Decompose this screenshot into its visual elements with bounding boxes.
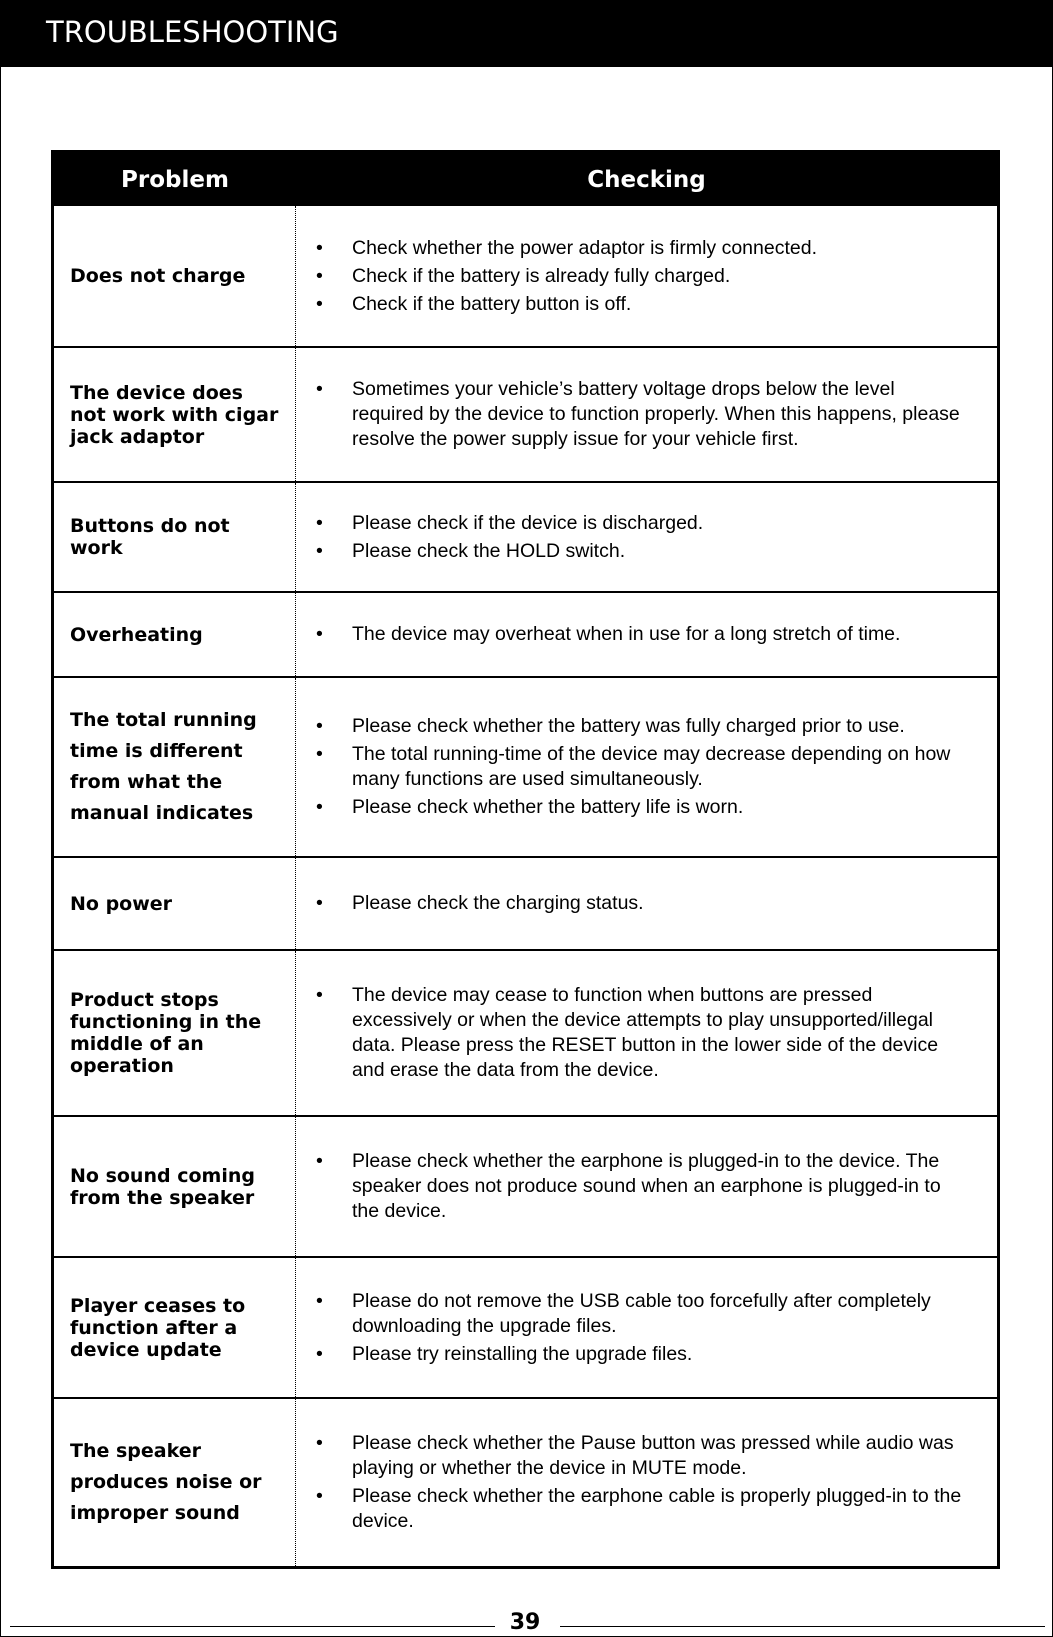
- check-item: • Please check whether the Pause button was pressed while audio was playing or whether the device in MUTE mode.: [314, 1431, 967, 1481]
- check-item: • Please check whether the earphone cable is properly plugged-in to the device.: [314, 1484, 967, 1534]
- table-row: [54, 481, 997, 591]
- table-row: [54, 591, 997, 676]
- checking-cell: [296, 1399, 997, 1566]
- checking-cell: [296, 348, 997, 481]
- check-item: • Please check whether the battery was fully charged prior to use.: [314, 714, 967, 739]
- checking-cell: [296, 1117, 997, 1256]
- problem-cell: Buttons do not work: [54, 483, 296, 591]
- problem-cell: The speaker produces noise or improper sound: [54, 1399, 296, 1566]
- check-item: • Check if the battery button is off.: [314, 292, 967, 317]
- footer-rule-right: [560, 1626, 1045, 1627]
- check-item: • The total running-time of the device may decrease depending on how many functions are used simultaneously.: [314, 742, 967, 792]
- problem-cell: Overheating: [54, 593, 296, 676]
- check-item: • Please try reinstalling the upgrade files.: [314, 1342, 967, 1367]
- checking-cell: [296, 678, 997, 856]
- problem-cell: The device does not work with cigar jack adaptor: [54, 348, 296, 481]
- check-item: • Please check the HOLD switch.: [314, 539, 967, 564]
- column-header-problem: Problem: [121, 166, 229, 193]
- header-bar: [1, 1, 1052, 67]
- problem-cell: The total running time is different from what the manual indicates: [54, 678, 296, 856]
- problem-cell: Does not charge: [54, 206, 296, 346]
- check-item: • Sometimes your vehicle’s battery voltage drops below the level required by the device to function properly. When this happens, please resolve the power supply issue for your vehicle first.: [314, 377, 967, 452]
- check-item: • Check if the battery is already fully charged.: [314, 264, 967, 289]
- page-title: TROUBLESHOOTING: [46, 15, 339, 49]
- check-item: • The device may cease to function when buttons are pressed excessively or when the device attempts to play unsupported/illegal data. Please press the RESET button in the lower side of the device and erase the data from the device.: [314, 983, 967, 1083]
- table-row: [54, 949, 997, 1115]
- table-row: [54, 1397, 997, 1566]
- problem-cell: No power: [54, 858, 296, 949]
- check-item: • The device may overheat when in use for a long stretch of time.: [314, 622, 967, 647]
- table-row: [54, 1256, 997, 1397]
- problem-cell: Player ceases to function after a device update: [54, 1258, 296, 1397]
- table-row: [54, 346, 997, 481]
- table-row: [54, 206, 997, 346]
- footer-rule-left: [10, 1626, 495, 1627]
- checking-cell: [296, 951, 997, 1115]
- checking-cell: [296, 1258, 997, 1397]
- problem-cell: Product stops functioning in the middle of an operation: [54, 951, 296, 1115]
- check-item: • Please do not remove the USB cable too forcefully after completely downloading the upgrade files.: [314, 1289, 967, 1339]
- problem-cell: No sound coming from the speaker: [54, 1117, 296, 1256]
- checking-cell: [296, 206, 997, 346]
- page-number: 39: [509, 1610, 541, 1635]
- check-item: • Please check the charging status.: [314, 891, 967, 916]
- checking-cell: [296, 483, 997, 591]
- table-row: [54, 676, 997, 856]
- check-item: • Please check whether the battery life is worn.: [314, 795, 967, 820]
- troubleshooting-table: [51, 150, 1000, 1569]
- table-row: [54, 856, 997, 949]
- table-header: [54, 153, 997, 206]
- check-item: • Check whether the power adaptor is firmly connected.: [314, 236, 967, 261]
- check-item: • Please check whether the earphone is plugged-in to the device. The speaker does not produce sound when an earphone is plugged-in to the device.: [314, 1149, 967, 1224]
- checking-cell: [296, 593, 997, 676]
- table-row: [54, 1115, 997, 1256]
- checking-cell: [296, 858, 997, 949]
- check-item: • Please check if the device is discharged.: [314, 511, 967, 536]
- column-header-checking: Checking: [587, 166, 706, 193]
